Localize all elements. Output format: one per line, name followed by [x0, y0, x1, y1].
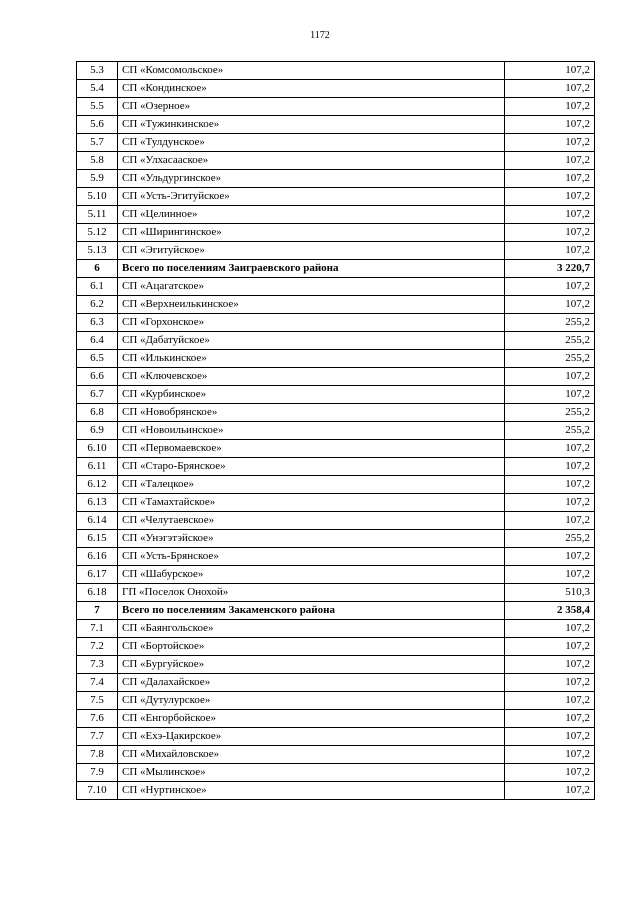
table-row: [77, 476, 595, 494]
row-number: 5.5: [77, 98, 118, 116]
amount-value: 107,2: [505, 116, 595, 134]
table-row: [77, 674, 595, 692]
settlement-name: СП «Усть-Брянское»: [118, 548, 505, 566]
amount-value: 107,2: [505, 386, 595, 404]
amount-value: 107,2: [505, 62, 595, 80]
settlement-name: СП «Ульдургинское»: [118, 170, 505, 188]
amount-value: 107,2: [505, 152, 595, 170]
row-number: 7.5: [77, 692, 118, 710]
row-number: 5.12: [77, 224, 118, 242]
row-number: 5.3: [77, 62, 118, 80]
row-number: 7: [77, 602, 118, 620]
row-number: 7.10: [77, 782, 118, 800]
settlement-name: СП «Ключевское»: [118, 368, 505, 386]
amount-value: 107,2: [505, 224, 595, 242]
amount-value: 3 220,7: [505, 260, 595, 278]
row-number: 5.9: [77, 170, 118, 188]
settlement-name: СП «Илькинское»: [118, 350, 505, 368]
settlement-name: СП «Нуртинское»: [118, 782, 505, 800]
amount-value: 107,2: [505, 80, 595, 98]
amount-value: 107,2: [505, 692, 595, 710]
amount-value: 107,2: [505, 764, 595, 782]
amount-value: 255,2: [505, 314, 595, 332]
settlement-name: СП «Баянгольское»: [118, 620, 505, 638]
table-row: [77, 314, 595, 332]
district-total-row: [77, 602, 595, 620]
amount-value: 107,2: [505, 710, 595, 728]
table-row: [77, 422, 595, 440]
amount-value: 255,2: [505, 350, 595, 368]
amount-value: 107,2: [505, 206, 595, 224]
table-row: [77, 494, 595, 512]
amount-value: 255,2: [505, 332, 595, 350]
row-number: 5.10: [77, 188, 118, 206]
settlement-name: СП «Новобрянское»: [118, 404, 505, 422]
table-row: [77, 620, 595, 638]
row-number: 6.7: [77, 386, 118, 404]
row-number: 7.6: [77, 710, 118, 728]
settlement-name: СП «Озерное»: [118, 98, 505, 116]
row-number: 7.2: [77, 638, 118, 656]
amount-value: 255,2: [505, 404, 595, 422]
amount-value: 107,2: [505, 170, 595, 188]
row-number: 5.6: [77, 116, 118, 134]
table-row: [77, 134, 595, 152]
row-number: 6.3: [77, 314, 118, 332]
amount-value: 107,2: [505, 458, 595, 476]
settlement-name: СП «Унэгэтэйское»: [118, 530, 505, 548]
settlement-name: СП «Горхонское»: [118, 314, 505, 332]
settlement-name: СП «Верхнеилькинское»: [118, 296, 505, 314]
row-number: 6.11: [77, 458, 118, 476]
table-row: [77, 350, 595, 368]
table-row: [77, 710, 595, 728]
table-row: [77, 62, 595, 80]
amount-value: 107,2: [505, 134, 595, 152]
settlement-name: СП «Первомаевское»: [118, 440, 505, 458]
table-row: [77, 746, 595, 764]
table-row: [77, 566, 595, 584]
row-number: 5.8: [77, 152, 118, 170]
row-number: 7.1: [77, 620, 118, 638]
settlement-name: СП «Енгорбойское»: [118, 710, 505, 728]
row-number: 5.11: [77, 206, 118, 224]
table-row: [77, 548, 595, 566]
settlement-name: СП «Шабурское»: [118, 566, 505, 584]
settlement-name: СП «Усть-Эгитуйское»: [118, 188, 505, 206]
row-number: 6.12: [77, 476, 118, 494]
table-row: [77, 386, 595, 404]
settlement-name: СП «Целинное»: [118, 206, 505, 224]
amount-value: 107,2: [505, 98, 595, 116]
amount-value: 107,2: [505, 242, 595, 260]
row-number: 6.2: [77, 296, 118, 314]
page-number: 1172: [310, 30, 330, 41]
settlement-name: СП «Курбинское»: [118, 386, 505, 404]
settlement-name: Всего по поселениям Заиграевского района: [118, 260, 505, 278]
settlement-name: СП «Челутаевское»: [118, 512, 505, 530]
table-row: [77, 764, 595, 782]
row-number: 6.16: [77, 548, 118, 566]
settlement-name: СП «Далахайское»: [118, 674, 505, 692]
settlement-name: СП «Михайловское»: [118, 746, 505, 764]
amount-value: 107,2: [505, 494, 595, 512]
settlement-name: ГП «Поселок Онохой»: [118, 584, 505, 602]
table-row: [77, 458, 595, 476]
table-row: [77, 296, 595, 314]
row-number: 6.17: [77, 566, 118, 584]
settlement-name: СП «Мылинское»: [118, 764, 505, 782]
amount-value: 107,2: [505, 512, 595, 530]
table-row: [77, 206, 595, 224]
row-number: 6.1: [77, 278, 118, 296]
settlement-name: СП «Тулдунское»: [118, 134, 505, 152]
row-number: 7.3: [77, 656, 118, 674]
amount-value: 107,2: [505, 188, 595, 206]
settlement-name: СП «Тамахтайское»: [118, 494, 505, 512]
amount-value: 107,2: [505, 296, 595, 314]
row-number: 6.10: [77, 440, 118, 458]
table-body: [77, 62, 595, 800]
settlement-name: СП «Бургуйское»: [118, 656, 505, 674]
settlement-name: СП «Бортойское»: [118, 638, 505, 656]
table-row: [77, 692, 595, 710]
amount-value: 107,2: [505, 746, 595, 764]
settlement-name: СП «Эгитуйское»: [118, 242, 505, 260]
row-number: 7.4: [77, 674, 118, 692]
table-row: [77, 242, 595, 260]
settlement-name: СП «Ширингинское»: [118, 224, 505, 242]
amount-value: 255,2: [505, 422, 595, 440]
row-number: 6.8: [77, 404, 118, 422]
row-number: 6.13: [77, 494, 118, 512]
row-number: 6.15: [77, 530, 118, 548]
settlement-name: СП «Талецкое»: [118, 476, 505, 494]
table-row: [77, 98, 595, 116]
row-number: 7.7: [77, 728, 118, 746]
settlement-name: СП «Новоильинское»: [118, 422, 505, 440]
amount-value: 107,2: [505, 782, 595, 800]
row-number: 6.18: [77, 584, 118, 602]
table-row: [77, 80, 595, 98]
table-row: [77, 116, 595, 134]
district-total-row: [77, 260, 595, 278]
row-number: 7.9: [77, 764, 118, 782]
settlement-name: СП «Дутулурское»: [118, 692, 505, 710]
settlement-name: СП «Ацагатское»: [118, 278, 505, 296]
row-number: 6: [77, 260, 118, 278]
table-row: [77, 656, 595, 674]
table-row: [77, 440, 595, 458]
table-row: [77, 512, 595, 530]
table-row: [77, 332, 595, 350]
table-row: [77, 584, 595, 602]
settlement-name: СП «Ехэ-Цакирское»: [118, 728, 505, 746]
amount-value: 107,2: [505, 728, 595, 746]
row-number: 5.7: [77, 134, 118, 152]
settlements-table: [76, 61, 595, 800]
row-number: 6.6: [77, 368, 118, 386]
amount-value: 107,2: [505, 566, 595, 584]
row-number: 6.4: [77, 332, 118, 350]
table-row: [77, 404, 595, 422]
table-row: [77, 782, 595, 800]
amount-value: 255,2: [505, 530, 595, 548]
amount-value: 2 358,4: [505, 602, 595, 620]
amount-value: 107,2: [505, 278, 595, 296]
settlement-name: СП «Тужинкинское»: [118, 116, 505, 134]
table-row: [77, 368, 595, 386]
row-number: 6.5: [77, 350, 118, 368]
amount-value: 107,2: [505, 548, 595, 566]
amount-value: 107,2: [505, 638, 595, 656]
row-number: 6.9: [77, 422, 118, 440]
row-number: 6.14: [77, 512, 118, 530]
settlement-name: СП «Кондинское»: [118, 80, 505, 98]
amount-value: 107,2: [505, 656, 595, 674]
amount-value: 107,2: [505, 440, 595, 458]
table-row: [77, 530, 595, 548]
amount-value: 107,2: [505, 476, 595, 494]
amount-value: 107,2: [505, 368, 595, 386]
row-number: 5.4: [77, 80, 118, 98]
table-row: [77, 278, 595, 296]
amount-value: 107,2: [505, 674, 595, 692]
table-row: [77, 728, 595, 746]
settlement-name: Всего по поселениям Закаменского района: [118, 602, 505, 620]
row-number: 5.13: [77, 242, 118, 260]
settlement-name: СП «Дабатуйское»: [118, 332, 505, 350]
table-row: [77, 188, 595, 206]
settlement-name: СП «Комсомольское»: [118, 62, 505, 80]
row-number: 7.8: [77, 746, 118, 764]
settlement-name: СП «Старо-Брянское»: [118, 458, 505, 476]
settlement-name: СП «Улхасаaское»: [118, 152, 505, 170]
amount-value: 107,2: [505, 620, 595, 638]
amount-value: 510,3: [505, 584, 595, 602]
table-row: [77, 152, 595, 170]
table-row: [77, 170, 595, 188]
table-row: [77, 638, 595, 656]
table-row: [77, 224, 595, 242]
